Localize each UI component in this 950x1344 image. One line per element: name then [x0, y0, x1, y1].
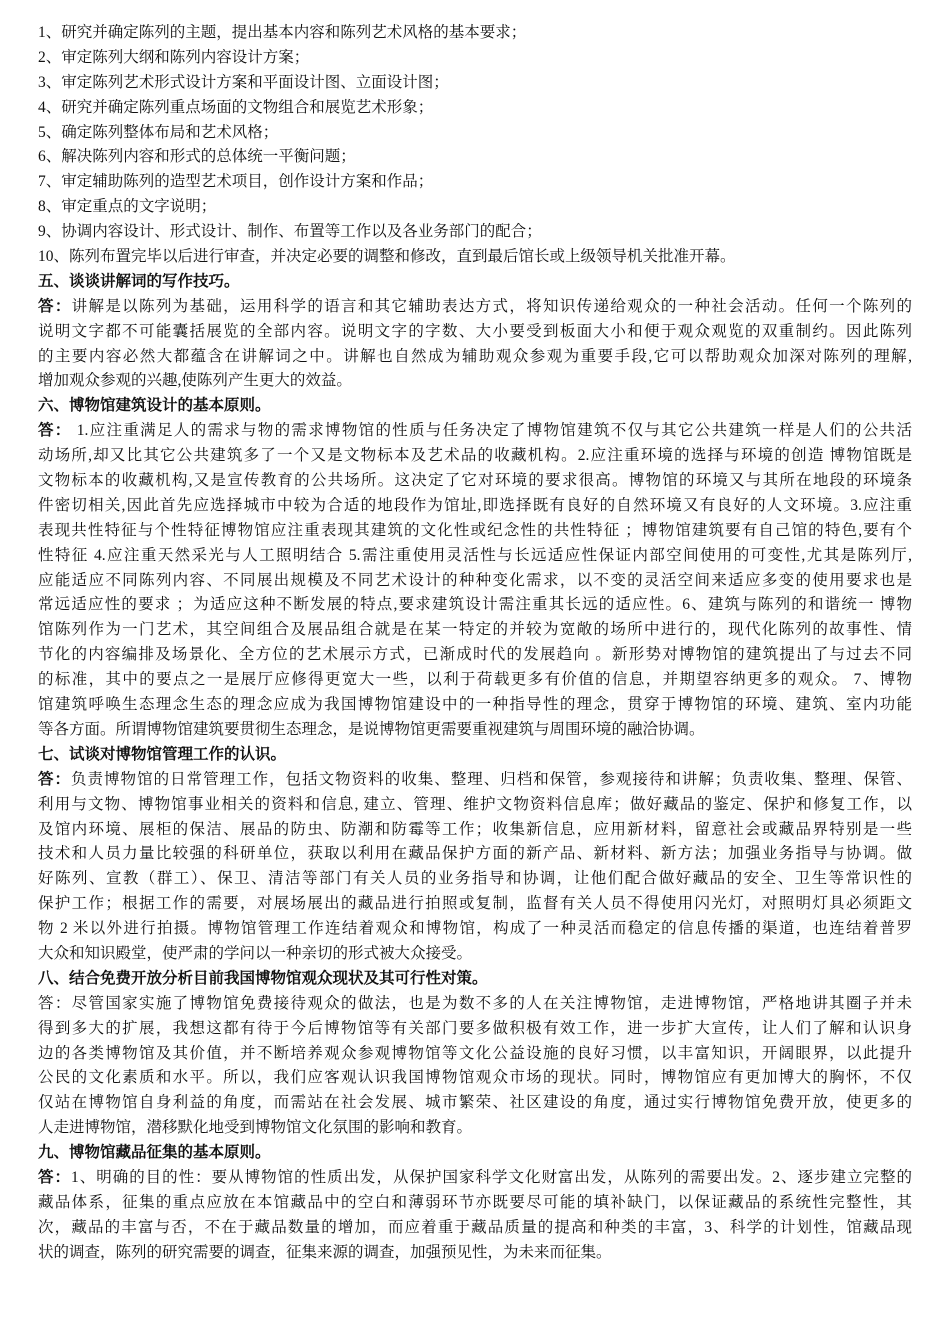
answer-line: 利用与文物、博物馆事业相关的资料和信息, 建立、管理、维护文物资料信息库；做好藏品的鉴定、保护和修复工作，以	[38, 795, 912, 813]
answer-line: 件密切相关,因此首先应选择城市中较为合适的地段作为馆址,即选择既有良好的自然环境又有良好的人文环境。3.应注重	[38, 496, 912, 514]
answer-line: 好陈列、宣教（群工）、保卫、清洁等部门有关人员的业务指导和协调，让他们配合做好藏品的安全、卫生等常识性的	[38, 870, 912, 888]
answer-line: 应能适应不同陈列内容、不同展出规模及不同艺术设计的种种变化需求，以不变的灵活空间来适应多变的使用要求也是	[38, 571, 912, 589]
section-5	[38, 270, 912, 394]
answer-line: 藏品体系，征集的重点应放在本馆藏品中的空白和薄弱环节亦既要尽可能的填补缺门，以保证藏品的系统性完整性，其	[38, 1193, 912, 1211]
answer-line: 文物标本的收藏机构,又是宣传教育的公共场所。这决定了它对环境的要求很高。博物馆的环境又与其所在地段的环境条	[38, 472, 912, 490]
answer-line	[38, 992, 912, 1017]
list-item: 8、审定重点的文字说明；	[38, 198, 217, 216]
document-body	[38, 21, 912, 1266]
answer-line: 次，藏品的丰富与否，不在于藏品数量的增加，而应着重于藏品质量的提高和种类的丰富，3、科学的计划性，馆藏品现	[38, 1218, 912, 1236]
answer-label: 答：	[38, 994, 72, 1012]
list-item: 2、审定陈列大纲和陈列内容设计方案；	[38, 48, 310, 66]
section-heading: 五、谈谈讲解词的写作技巧。	[38, 272, 240, 290]
answer-label: 答：	[38, 1168, 71, 1186]
answer-line: 边的各类博物馆及其价值，并不断培养观众参观博物馆等文化公益设施的良好习惯，以丰富知识，开阔眼界，以此提升	[38, 1044, 912, 1062]
answer-line: 增加观众参观的兴趣,使陈列产生更大的效益。	[38, 372, 352, 390]
answer-text: 负责博物馆的日常管理工作，包括文物资料的收集、整理、归档和保管，参观接待和讲解；负责收集、整理、保管、	[71, 770, 912, 788]
answer-line: 的标准，其中的要点之一是展厅应修得更宽大一些，以利于荷载更多有价值的信息，并期望容纳更多的观众。 7、博物	[38, 671, 912, 689]
answer-line: 人走进博物馆，潜移默化地受到博物馆文化氛围的影响和教育。	[38, 1119, 473, 1137]
answer-line	[38, 1166, 912, 1191]
answer-line: 动场所,却又比其它公共建筑多了一个又是文物标本及艺术品的收藏机构。2.应注重环境的选择与环境的创造 博物馆既是	[38, 447, 912, 465]
answer-line: 得到多大的扩展，我想这都有待于今后博物馆等有关部门要多做积极有效工作，进一步扩大宣传，让人们了解和认识身	[38, 1019, 912, 1037]
answer-label: 答：	[38, 297, 72, 315]
answer-label: 答：	[38, 422, 72, 440]
answer-line	[38, 419, 912, 444]
answer-text: 尽管国家实施了博物馆免费接待观众的做法，也是为数不多的人在关注博物馆，走进博物馆，严格地讲其圈子并未	[71, 994, 912, 1012]
section-heading: 六、博物馆建筑设计的基本原则。	[38, 397, 271, 415]
answer-line: 馆陈列作为一门艺术，其空间组合及展品组合就是在某一特定的并较为宽敞的场所中进行的，现代化陈列的故事性、情	[38, 621, 912, 639]
answer-line: 技术和人员力量比较强的科研单位，获取以利用在藏品保护方面的新产品、新材料、新方法；加强业务指导与协调。做	[38, 845, 912, 863]
answer-line: 常远适应性的要求 ；为适应这种不断发展的特点,要求建筑设计需注重其长远的适应性。6、建筑与陈列的和谐统一 博物	[38, 596, 912, 614]
answer-line: 等各方面。所谓博物馆建筑要贯彻生态理念，是说博物馆更需要重视建筑与周围环境的融洽协调。	[38, 720, 705, 738]
answer-line: 仅站在博物馆自身利益的角度，而需站在社会发展、城市繁荣、社区建设的角度，通过实行博物馆免费开放，使更多的	[38, 1094, 912, 1112]
numbered-list	[38, 21, 912, 270]
section-heading: 九、博物馆藏品征集的基本原则。	[38, 1144, 271, 1162]
answer-line: 的主要内容必然大都蕴含在讲解词之中。讲解也自然成为辅助观众参观为重要手段,它可以帮助观众加深对陈列的理解,	[38, 347, 912, 365]
answer-line: 及馆内环境、展柜的保洁、展品的防虫、防潮和防霉等工作；收集新信息，应用新材料，留意社会或藏品界特别是一些	[38, 820, 912, 838]
answer-line: 公民的文化素质和水平。所以，我们应客观认识我国博物馆观众市场的现状。同时，博物馆应有更加博大的胸怀，不仅	[38, 1069, 912, 1087]
answer-label: 答：	[38, 770, 72, 788]
answer-text: 1.应注重满足人的需求与物的需求博物馆的性质与任务决定了博物馆建筑不仅与其它公共建筑一样是人们的公共活	[71, 422, 912, 440]
answer-line: 状的调查，陈列的研究需要的调查，征集来源的调查，加强预见性，为未来而征集。	[38, 1243, 612, 1261]
list-item: 4、研究并确定陈列重点场面的文物组合和展览艺术形象；	[38, 98, 434, 116]
answer-line: 表现共性特征与个性特征博物馆应注重表现其建筑的文化性或纪念性的共性特征 ；博物馆建筑要有自己馆的特色,要有个	[38, 521, 912, 539]
list-item: 10、陈列布置完毕以后进行审查，并决定必要的调整和修改，直到最后馆长或上级领导机关批准开幕。	[38, 248, 736, 266]
answer-line: 物 2 米以外进行拍摄。博物馆管理工作连结着观众和博物馆，构成了一种灵活而稳定的信息传播的渠道，也连结着普罗	[38, 920, 912, 938]
list-item: 7、审定辅助陈列的造型艺术项目，创作设计方案和作品；	[38, 173, 434, 191]
answer-line: 保护工作；根据工作的需要，对展场展出的藏品进行拍照或复制，监督有关人员不得使用闪光灯，对照明灯具必须距文	[38, 895, 912, 913]
answer-text: 1、明确的目的性：要从博物馆的性质出发，从保护国家科学文化财富出发，从陈列的需要出发。2、逐步建立完整的	[70, 1168, 912, 1186]
list-item: 9、协调内容设计、形式设计、制作、布置等工作以及各业务部门的配合；	[38, 223, 542, 241]
answer-line: 大众和知识殿堂，使严肃的学问以一种亲切的形式被大众接受。	[38, 944, 473, 962]
list-item: 1、研究并确定陈列的主题，提出基本内容和陈列艺术风格的基本要求；	[38, 24, 527, 41]
answer-text: 讲解是以陈列为基础，运用科学的语言和其它辅助表达方式，将知识传递给观众的一种社会活动。任何一个陈列的	[71, 297, 912, 315]
section-heading: 七、试谈对博物馆管理工作的认识。	[38, 745, 287, 763]
answer-line: 性特征 4.应注重天然采光与人工照明结合 5.需注重使用灵活性与长远适应性保证内部空间使用的可变性,尤其是陈列厅,	[38, 546, 912, 564]
section-9	[38, 1141, 912, 1265]
section-8	[38, 967, 912, 1141]
answer-line: 说明文字都不可能囊括展览的全部内容。说明文字的字数、大小要受到板面大小和便于观众观览的双重制约。因此陈列	[38, 322, 912, 340]
section-6	[38, 394, 912, 742]
list-item: 3、审定陈列艺术形式设计方案和平面设计图、立面设计图；	[38, 73, 449, 91]
answer-line	[38, 295, 912, 320]
list-item: 6、解决陈列内容和形式的总体统一平衡问题；	[38, 148, 356, 166]
list-item: 5、确定陈列整体布局和艺术风格；	[38, 123, 279, 141]
answer-line	[38, 768, 912, 793]
answer-line: 馆建筑呼唤生态理念生态的理念应成为我国博物馆建设中的一种指导性的理念，贯穿于博物馆的环境、建筑、室内功能	[38, 696, 912, 714]
section-7	[38, 743, 912, 967]
answer-line: 节化的内容编排及场景化、全方位的艺术展示方式，已渐成时代的发展趋向 。新形势对博物馆的建筑提出了与过去不同	[38, 646, 912, 664]
section-heading: 八、结合免费开放分析目前我国博物馆观众现状及其可行性对策。	[38, 969, 488, 987]
